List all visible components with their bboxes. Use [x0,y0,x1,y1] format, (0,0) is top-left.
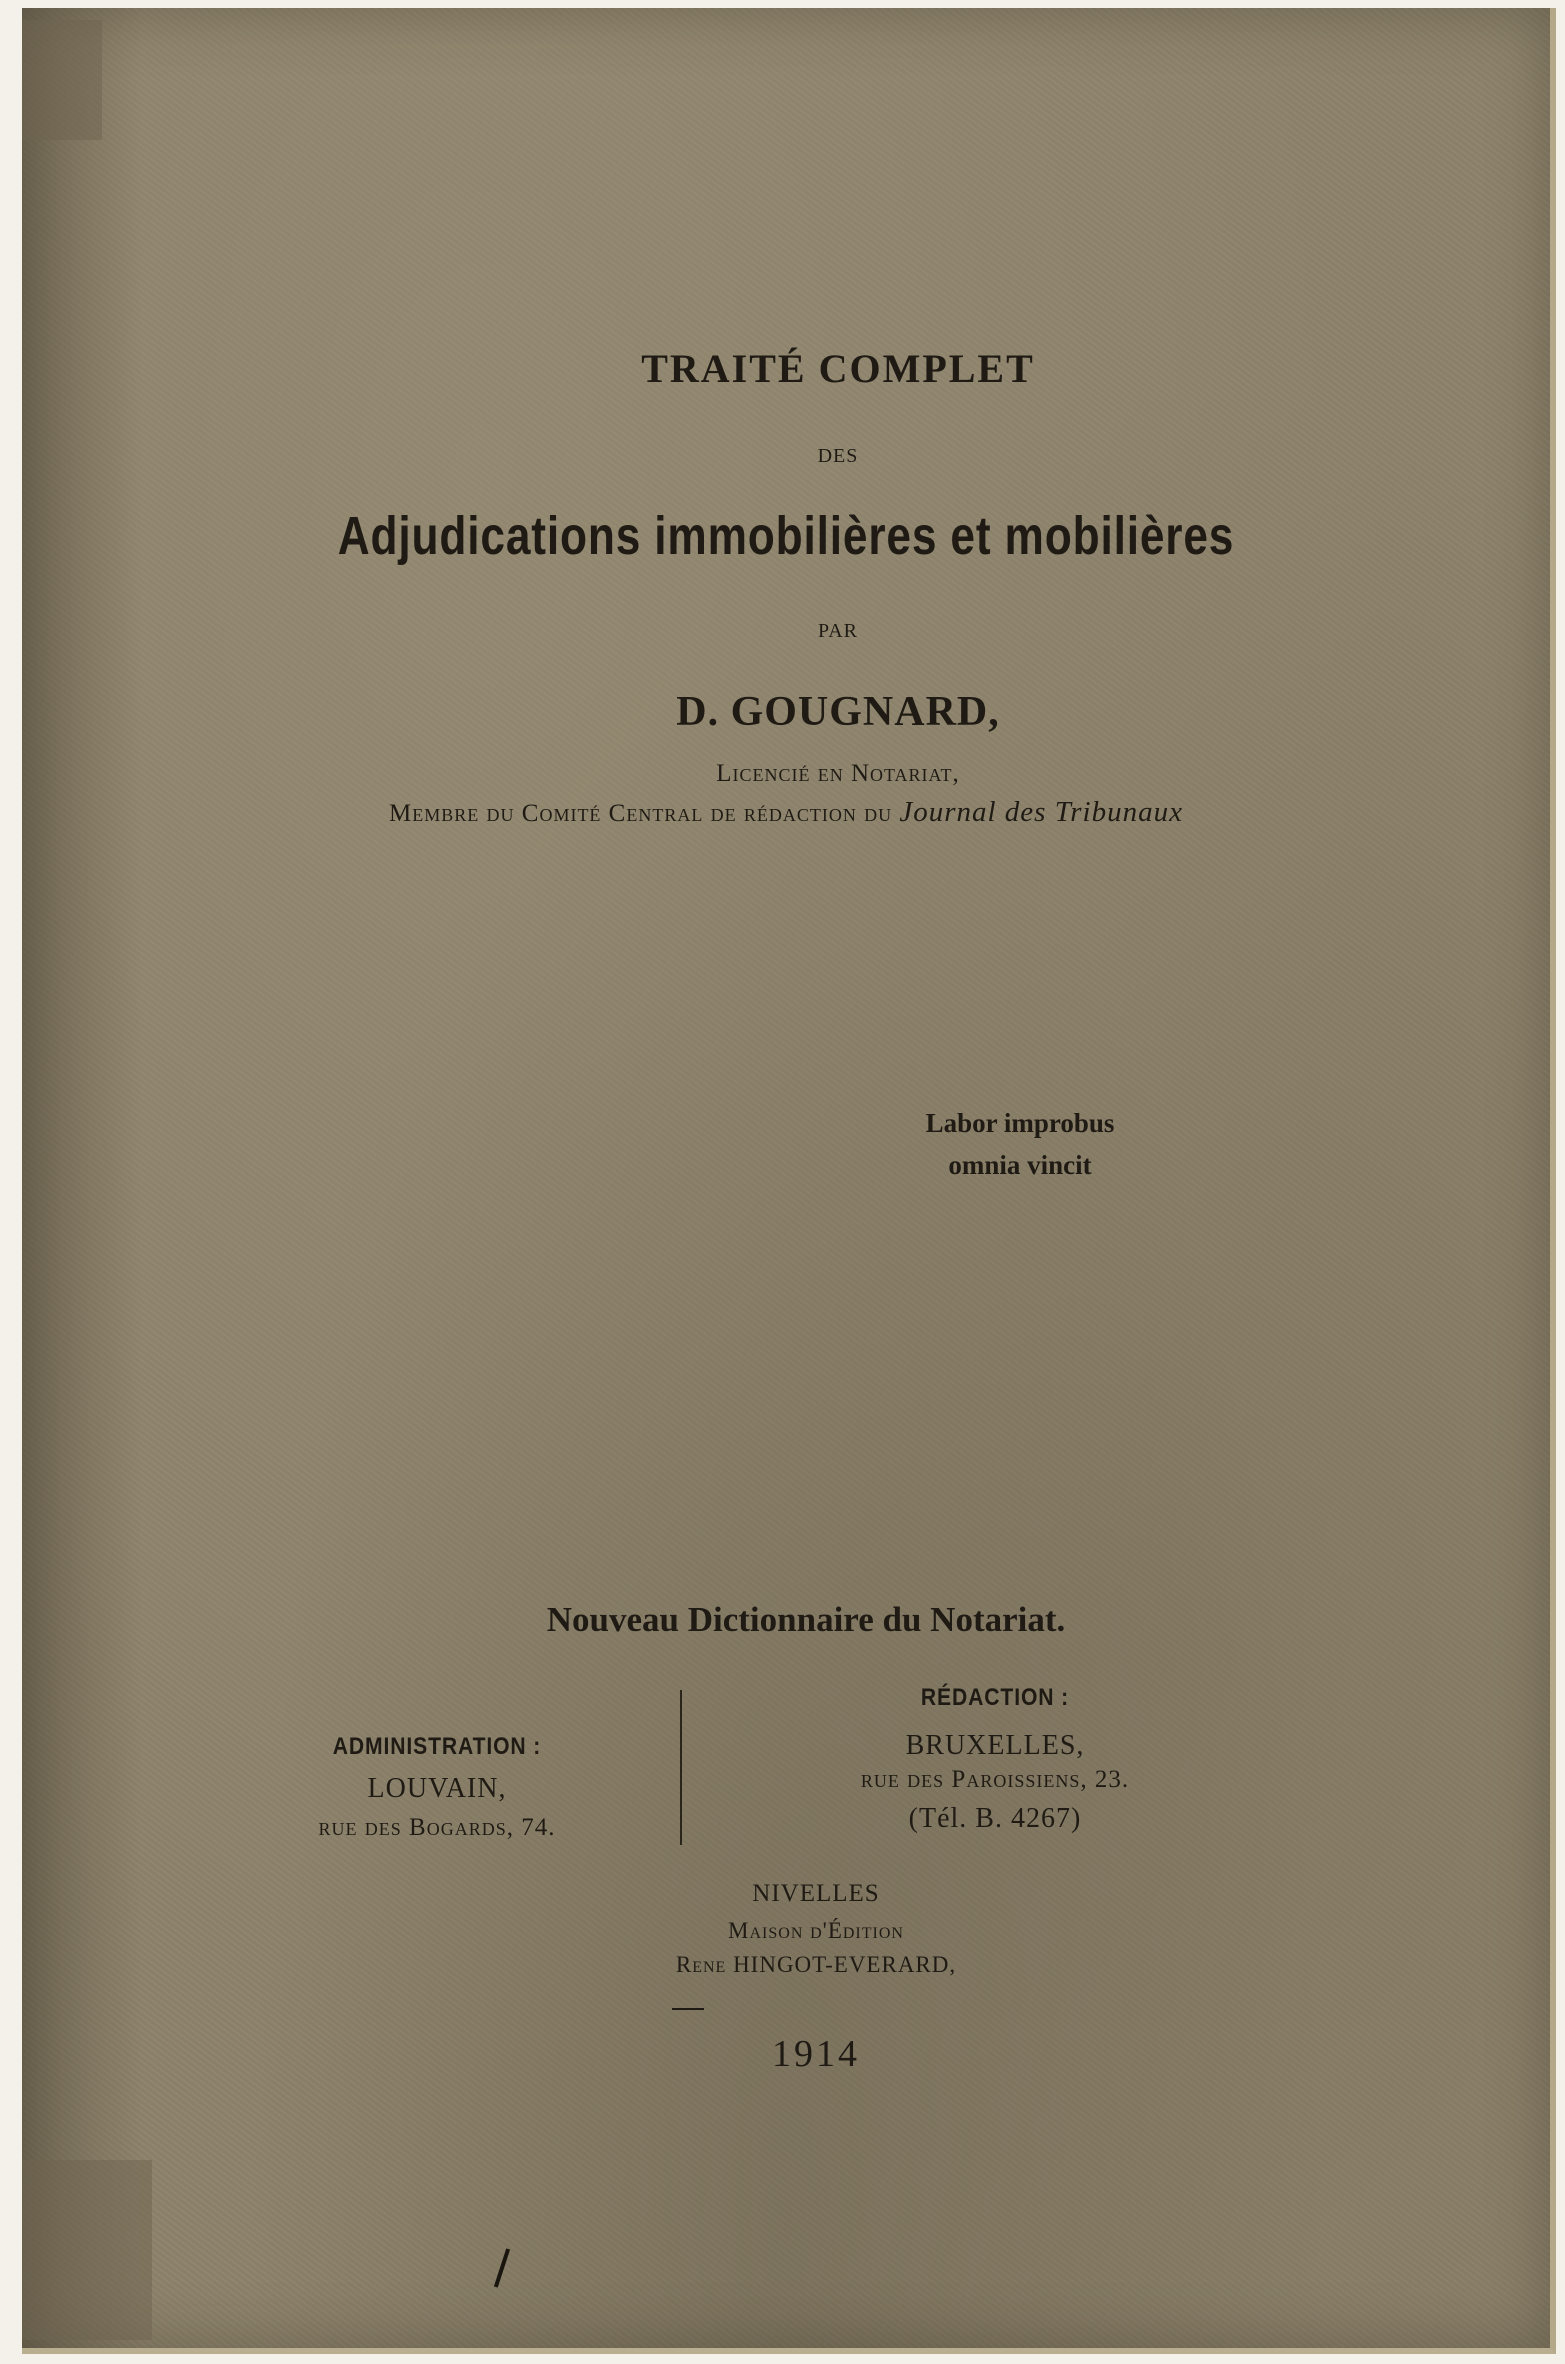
redaction-address: rue des Paroissiens, 23. [860,1766,1130,1793]
author-name: D. GOUGNARD, [676,689,1000,735]
redaction-phone: (Tél. B. 4267) [908,1803,1082,1834]
redaction-city: BRUXELLES, [905,1730,1085,1761]
administration-label: ADMINISTRATION : [332,1733,542,1760]
motto-line-1: Labor improbus [925,1108,1115,1138]
administration-address: rue des Bogards, 74. [318,1814,556,1841]
publisher-name: Rene HINGOT-EVERARD, [675,1952,957,1977]
administration-city: LOUVAIN, [367,1773,507,1804]
year-dash [672,2008,704,2010]
title-connector: DES [817,445,859,467]
column-divider [680,1690,682,1845]
publication-year: 1914 [772,2033,860,2075]
cover-wear-bottom [22,2160,152,2340]
main-title: Adjudications immobilières et mobilières [337,506,1235,566]
author-role [22,796,1550,829]
motto-line-2: omnia vincit [948,1150,1092,1180]
by-label: PAR [817,620,859,642]
publisher-city: NIVELLES [752,1880,880,1907]
redaction-label: RÉDACTION : [920,1684,1070,1711]
author-role-prefix: Membre du Comité Central de rédaction du [389,800,893,827]
publisher-house: Maison d'Édition [728,1918,904,1943]
cover-wear-top [22,20,102,140]
series-title: Nouveau Dictionnaire du Notariat. [546,1600,1066,1639]
author-credential: Licencié en Notariat, [716,760,960,787]
title-line-1: TRAITÉ COMPLET [641,346,1035,391]
journal-name: Journal des Tribunaux [899,796,1183,828]
